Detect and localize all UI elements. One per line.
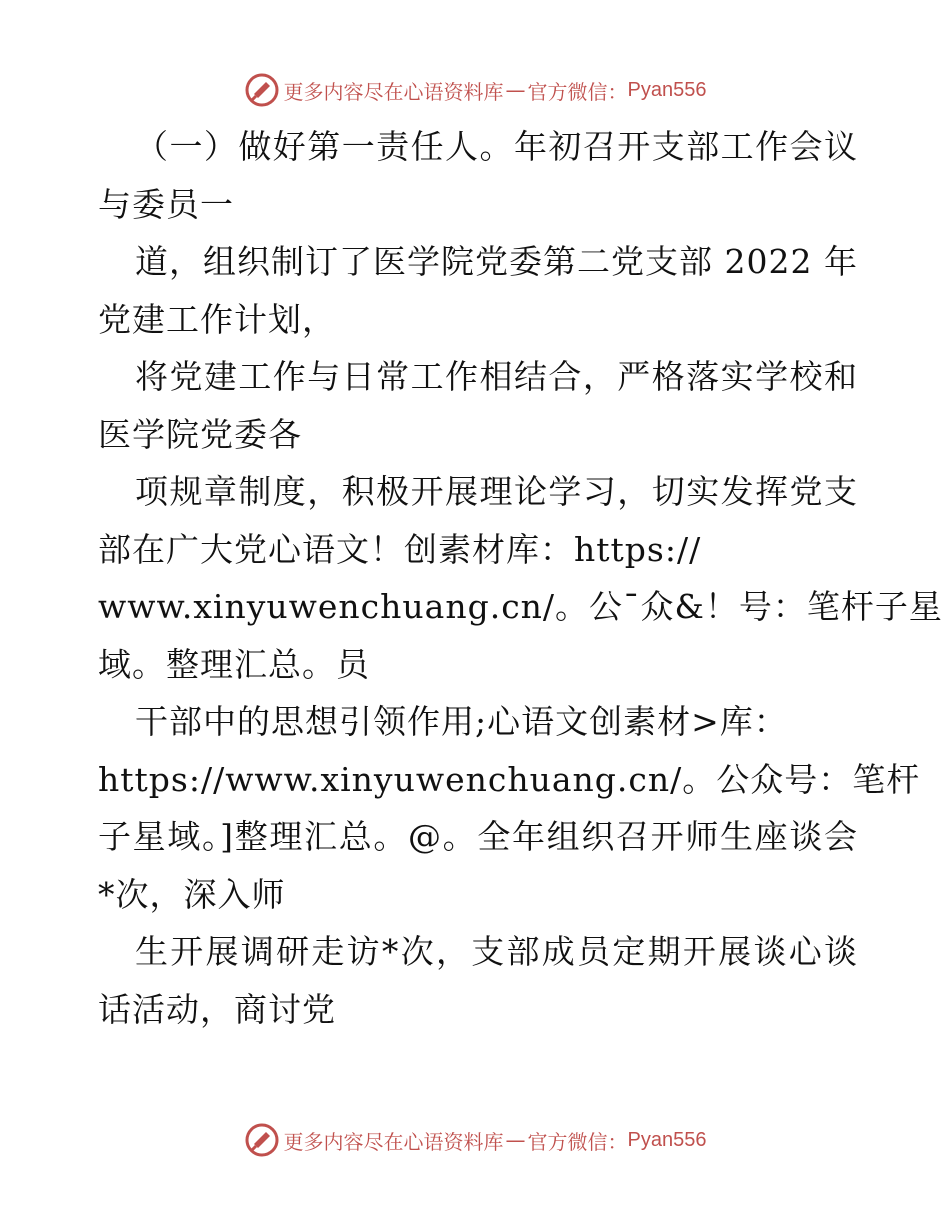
body-line: 道，组织制订了医学院党委第二党支部 2022 年 <box>135 242 858 281</box>
watermark-wechat-id: Pyan556 <box>627 78 707 101</box>
watermark-site-text: 更多内容尽在心语资料库 <box>283 79 504 104</box>
watermark-wechat-id: Pyan556 <box>627 1128 707 1151</box>
body-line: *次，深入师 <box>98 874 286 914</box>
body-line: 医学院党委各 <box>98 414 302 454</box>
body-line: 项规章制度，积极开展理论学习，切实发挥党支 <box>135 472 858 511</box>
document-body <box>98 118 943 1038</box>
brand-logo-icon <box>244 72 280 108</box>
body-line: https://www.xinyuwenchuang.cn/。公众号：笔杆 <box>98 759 921 799</box>
footer-watermark <box>0 1120 950 1160</box>
watermark-wechat-label: 官方微信： <box>527 1129 628 1154</box>
watermark-site-text: 更多内容尽在心语资料库 <box>283 1129 504 1154</box>
watermark-separator: — <box>505 1128 526 1152</box>
body-line: 与委员一 <box>98 184 234 224</box>
body-line: 域。整理汇总。员 <box>98 644 370 684</box>
body-line: 干部中的思想引领作用;心语文创素材>库： <box>135 702 788 741</box>
body-line: 将党建工作与日常工作相结合，严格落实学校和 <box>135 357 858 396</box>
body-line: 生开展调研走访*次，支部成员定期开展谈心谈 <box>135 932 858 971</box>
brand-logo-icon <box>244 1122 280 1158</box>
watermark-wechat-label: 官方微信： <box>527 79 628 104</box>
body-line: 部在广大党心语文！创素材库：https:// <box>98 529 702 569</box>
header-watermark <box>0 70 950 110</box>
body-line: www.xinyuwenchuang.cn/。公¯众&！号：笔杆子星 <box>98 587 943 626</box>
body-line: 党建工作计划， <box>98 299 336 339</box>
watermark-separator: — <box>505 78 526 102</box>
body-line: 话活动，商讨党 <box>98 989 336 1029</box>
body-line: 子星域。]整理汇总。@。全年组织召开师生座谈会 <box>98 817 858 856</box>
body-line: （一）做好第一责任人。年初召开支部工作会议 <box>135 127 858 166</box>
